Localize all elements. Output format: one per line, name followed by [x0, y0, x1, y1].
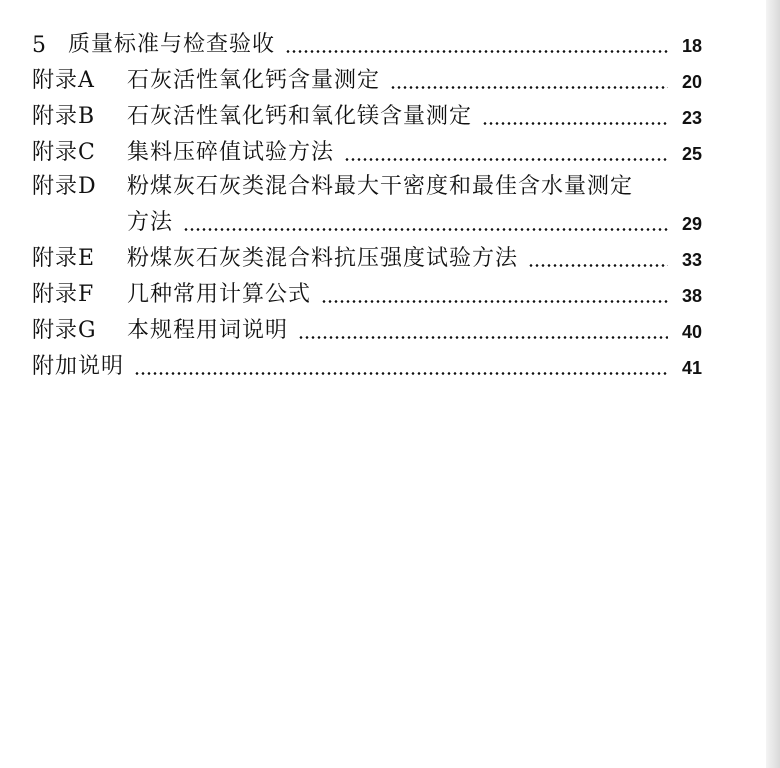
toc-page-number: 33	[681, 250, 702, 270]
dot-leader	[298, 336, 668, 339]
toc-title: 质量标准与检查验收	[68, 32, 276, 57]
toc-number: 附录D	[32, 174, 97, 199]
toc-number: 5	[32, 33, 47, 58]
dot-leader	[482, 122, 668, 125]
toc-number: 附录G	[32, 318, 97, 343]
dot-leader	[285, 50, 668, 53]
toc-title: 粉煤灰石灰类混合料最大干密度和最佳含水量测定	[127, 174, 634, 199]
toc-title: 本规程用词说明	[127, 318, 289, 343]
toc-entry-5[interactable]	[32, 22, 702, 58]
toc-page-number: 38	[681, 286, 702, 306]
toc-number: 附录B	[32, 104, 96, 129]
toc-title: 集料压碎值试验方法	[127, 140, 335, 165]
toc-number: 附录F	[32, 282, 95, 307]
dot-leader	[344, 158, 668, 161]
toc-title: 粉煤灰石灰类混合料抗压强度试验方法	[127, 246, 519, 271]
toc-title: 几种常用计算公式	[127, 282, 312, 307]
toc-title: 石灰活性氧化钙和氧化镁含量测定	[127, 104, 473, 129]
dot-leader	[528, 264, 668, 267]
toc-page-number: 20	[681, 72, 702, 92]
dot-leader	[134, 372, 668, 375]
toc-title: 石灰活性氧化钙含量测定	[127, 68, 381, 93]
dot-leader	[321, 300, 668, 303]
toc-entry-appendix-b[interactable]	[32, 94, 702, 130]
toc-page-number: 41	[681, 358, 702, 378]
toc-entry-appendix-g[interactable]	[32, 308, 702, 344]
toc-entry-additional-notes[interactable]	[32, 344, 702, 380]
toc-page-number: 25	[681, 144, 702, 164]
table-of-contents	[32, 22, 702, 380]
toc-number: 附录E	[32, 246, 96, 271]
toc-number: 附录C	[32, 140, 96, 165]
toc-number: 附录A	[32, 68, 95, 93]
toc-entry-appendix-c[interactable]	[32, 130, 702, 166]
toc-page-number: 23	[681, 108, 702, 128]
toc-entry-appendix-d[interactable]	[32, 166, 702, 200]
page-edge-shadow	[766, 0, 780, 768]
toc-page-number: 29	[681, 214, 702, 234]
toc-entry-appendix-f[interactable]	[32, 272, 702, 308]
toc-title-continued: 方法	[127, 210, 174, 235]
dot-leader	[390, 86, 668, 89]
toc-title: 附加说明	[32, 354, 125, 379]
toc-page-number: 40	[681, 322, 702, 342]
dot-leader	[183, 228, 668, 231]
toc-entry-appendix-e[interactable]	[32, 236, 702, 272]
toc-entry-appendix-d-continued[interactable]	[32, 200, 702, 236]
toc-page-number: 18	[681, 36, 702, 56]
toc-entry-appendix-a[interactable]	[32, 58, 702, 94]
